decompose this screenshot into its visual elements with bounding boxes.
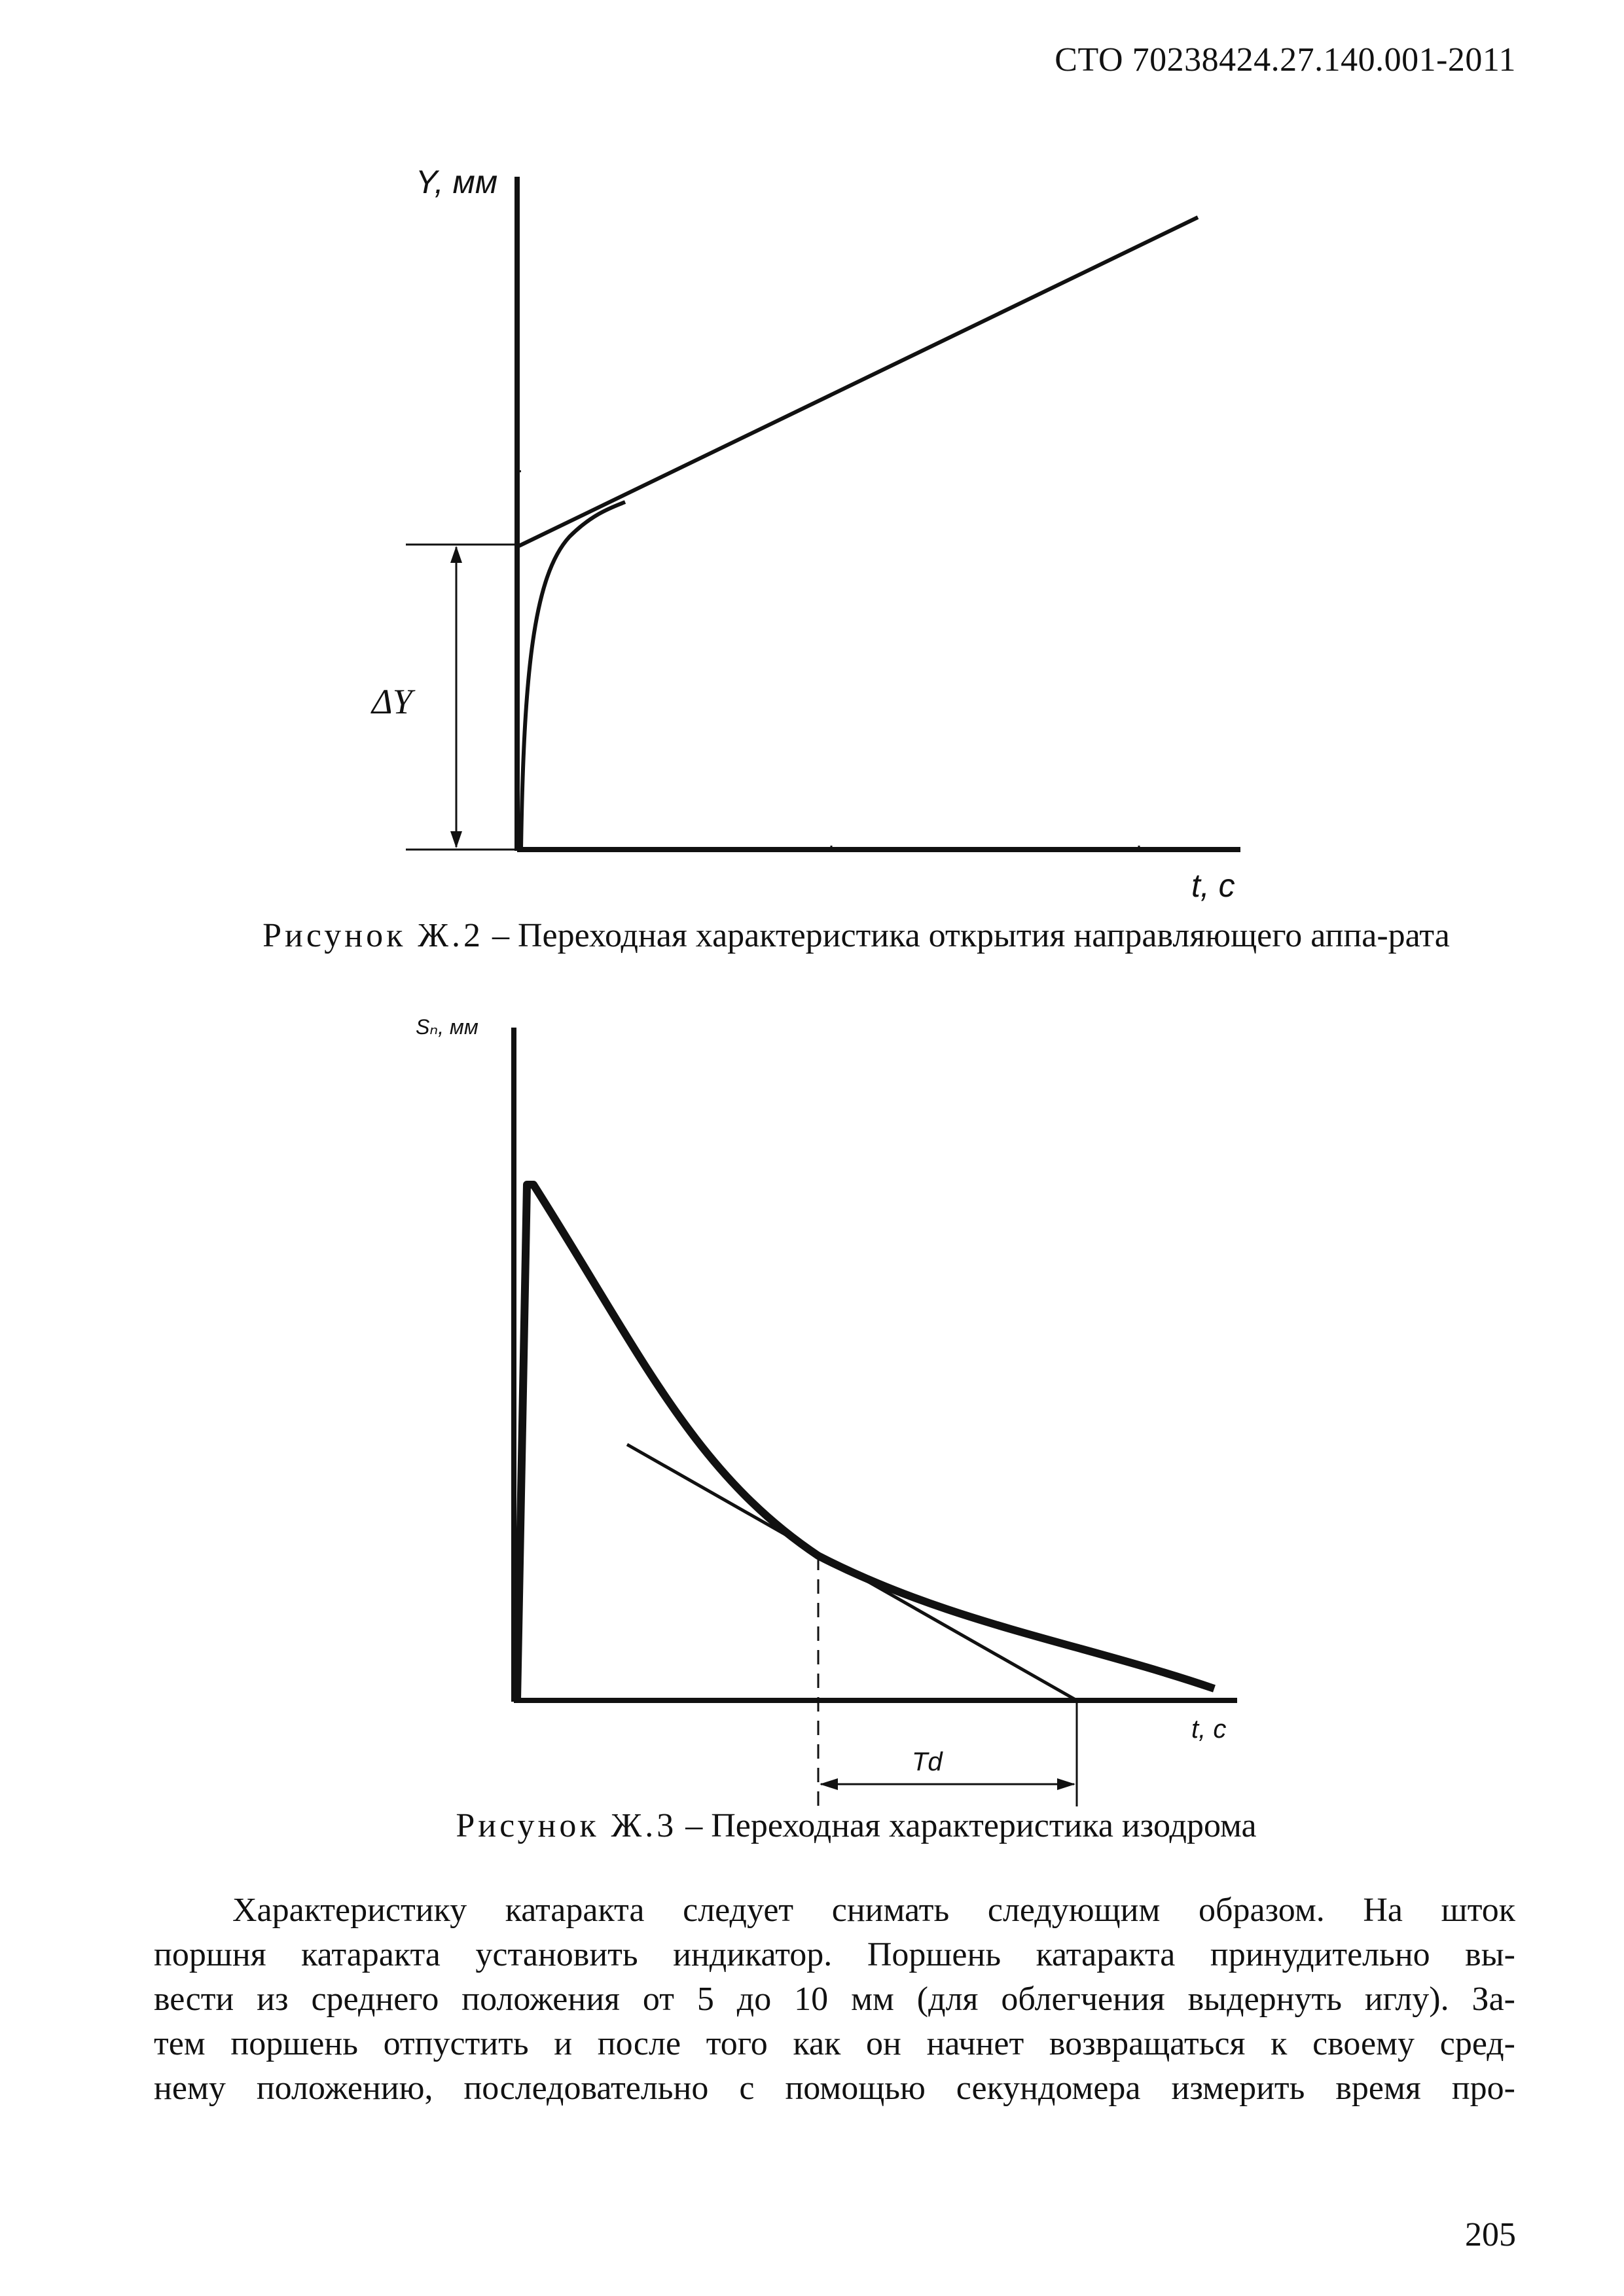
figure-zh2-caption-prefix: Рисунок Ж.2	[262, 917, 484, 954]
page-number: 205	[1465, 2216, 1516, 2253]
asymptote-line	[519, 217, 1198, 546]
isodrome-curve	[517, 1185, 1214, 1700]
x-axis-label: t, с	[1191, 1715, 1227, 1744]
body-line: нему положению, последовательно с помощью секундомера измерить время про-	[154, 2070, 1515, 2107]
body-line: Характеристику катаракта следует снимать следующим образом. На шток	[232, 1892, 1515, 1929]
td-label: Td	[912, 1748, 943, 1776]
dimension-arrow-bottom	[450, 831, 462, 848]
td-dimension	[818, 1556, 1077, 1806]
figure-zh3-axes	[514, 1028, 1237, 1702]
x-axis-label: t, с	[1191, 867, 1235, 904]
td-arrow-left	[820, 1778, 838, 1790]
figure-zh3-diagram	[0, 995, 1624, 1813]
body-line: поршня катаракта установить индикатор. Поршень катаракта принудительно вы-	[154, 1936, 1515, 1973]
figure-zh2-axes	[514, 177, 1240, 852]
tangent-line	[627, 1444, 1077, 1700]
figure-zh2-curves	[519, 217, 1198, 850]
delta-y-dimension	[406, 545, 519, 850]
response-curve	[521, 502, 625, 850]
body-line: тем поршень отпустить и после того как он начнет возвращаться к своему сред-	[154, 2025, 1515, 2062]
figure-zh2-caption	[196, 913, 1516, 959]
figure-zh3-caption-text: – Переходная характеристика изодрома	[677, 1807, 1257, 1844]
y-axis-label: Sₙ, мм	[416, 1015, 478, 1039]
delta-y-label: ΔY	[372, 682, 412, 721]
body-paragraph	[154, 1888, 1515, 2111]
figure-zh2-diagram	[0, 151, 1624, 916]
y-axis-label: Y, мм	[416, 164, 498, 200]
dimension-arrow-top	[450, 546, 462, 563]
figure-zh2-caption-text: – Переходная характеристика открытия направляющего аппа-рата	[483, 917, 1450, 954]
td-arrow-right	[1057, 1778, 1075, 1790]
body-line: вести из среднего положения от 5 до 10 мм (для облегчения выдернуть иглу). За-	[154, 1981, 1515, 2018]
document-code-header: СТО 70238424.27.140.001-2011	[1055, 41, 1516, 79]
figure-zh3-curves	[517, 1185, 1214, 1700]
figure-zh3-caption	[196, 1803, 1516, 1849]
figure-zh3-caption-prefix: Рисунок Ж.3	[456, 1807, 677, 1844]
